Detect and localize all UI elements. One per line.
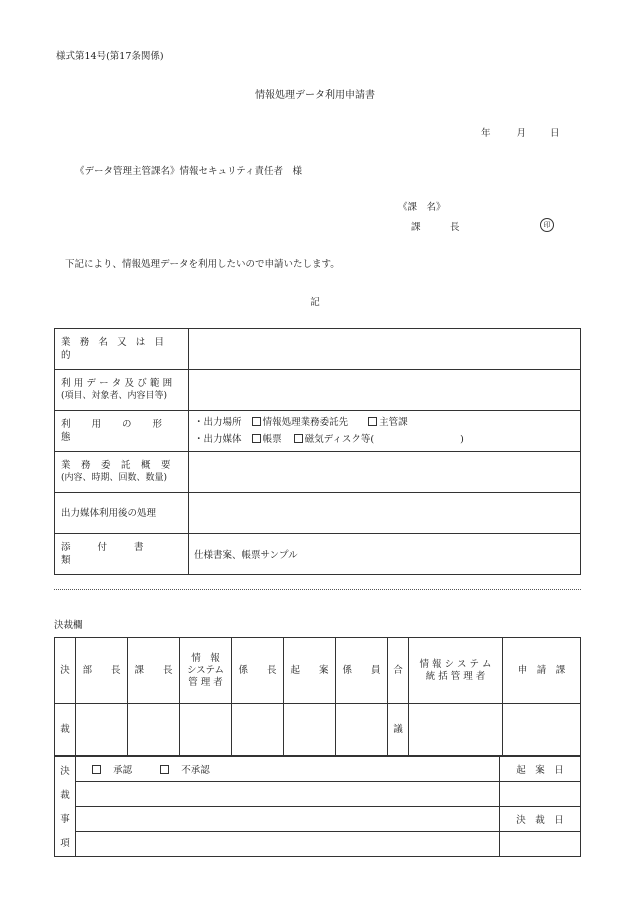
label-data-range bbox=[55, 370, 189, 411]
kakariin-header: 係 員 bbox=[336, 638, 388, 704]
kian-header: 起 案 bbox=[284, 638, 336, 704]
label-purpose bbox=[55, 329, 189, 370]
month-label: 月 bbox=[516, 128, 527, 139]
label-usage-form bbox=[55, 411, 189, 452]
option-contractor: 情報処理業務委託先 bbox=[262, 417, 349, 428]
kakaricho-header: 係 長 bbox=[232, 638, 284, 704]
application-table bbox=[54, 328, 581, 575]
document-title: 情報処理データ利用申請書 bbox=[255, 90, 375, 101]
label-outsourcing bbox=[55, 452, 189, 493]
label-after-processing-text: 出力媒体利用後の処理 bbox=[61, 507, 157, 519]
cut-line bbox=[54, 589, 581, 590]
sai-cell: 裁 bbox=[55, 704, 76, 756]
table-row bbox=[55, 638, 581, 704]
approve-checkbox[interactable] bbox=[92, 765, 101, 774]
tokatsu-line: 統 括 管 理 者 bbox=[425, 670, 486, 682]
johosys-kanri-line: 情 報 bbox=[191, 652, 220, 664]
decision-label bbox=[55, 757, 76, 857]
form-number: 様式第14号(第17条関係) bbox=[56, 51, 164, 62]
johosys-kanri-line: 管 理 者 bbox=[188, 676, 223, 688]
year-label: 年 bbox=[481, 128, 491, 139]
kakariin-stamp[interactable] bbox=[336, 704, 388, 756]
checkbox-magnetic-disk[interactable] bbox=[294, 434, 303, 443]
tokatsu-stamp[interactable] bbox=[409, 704, 503, 756]
gi-cell: 議 bbox=[388, 704, 409, 756]
table-row bbox=[55, 534, 581, 575]
seal-mark: 印 bbox=[540, 218, 554, 232]
kian-date-field[interactable] bbox=[500, 782, 581, 807]
label-data-range-text: 利用データ及び範囲 bbox=[61, 378, 176, 389]
table-row bbox=[55, 493, 581, 534]
kakaricho-stamp[interactable] bbox=[232, 704, 284, 756]
option-form-paper: 帳票 bbox=[262, 434, 282, 445]
johosys-kanri-line: システム bbox=[186, 664, 225, 676]
decision-char: 決 bbox=[60, 765, 70, 777]
output-location-line bbox=[194, 414, 580, 431]
label-purpose-text: 業務名又は目的 bbox=[61, 337, 174, 361]
option-main-section: 主管課 bbox=[379, 417, 408, 428]
label-usage-form-text: 利用の形態 bbox=[61, 419, 184, 443]
approve-label: 承認 bbox=[113, 765, 133, 776]
output-media-label: ・出力媒体 bbox=[194, 434, 242, 445]
decision-notes-line[interactable] bbox=[76, 807, 500, 832]
shinseika-stamp[interactable] bbox=[503, 704, 581, 756]
output-media-line bbox=[194, 431, 580, 448]
bucho-header: 部 長 bbox=[76, 638, 128, 704]
option-magnetic-disk: 磁気ディスク等( bbox=[304, 434, 375, 445]
bucho-stamp[interactable] bbox=[76, 704, 128, 756]
label-after-processing bbox=[55, 493, 189, 534]
applicant-section: 《課 名》 bbox=[398, 202, 446, 213]
checkbox-main-section[interactable] bbox=[368, 417, 377, 426]
decision-options bbox=[76, 757, 500, 782]
application-date bbox=[481, 125, 560, 139]
table-row bbox=[55, 782, 581, 807]
table-row bbox=[55, 452, 581, 493]
johosys-kanri-stamp[interactable] bbox=[180, 704, 232, 756]
kacho-stamp[interactable] bbox=[128, 704, 180, 756]
usage-form-field bbox=[189, 411, 581, 452]
data-range-field[interactable] bbox=[189, 370, 581, 411]
kacho-header: 課 長 bbox=[128, 638, 180, 704]
attachments-value: 仕様書案、帳票サンプル bbox=[189, 534, 581, 575]
output-location-label: ・出力場所 bbox=[194, 417, 242, 428]
label-outsourcing-text: 業務委託概要 bbox=[61, 460, 182, 471]
kessai-date-field[interactable] bbox=[500, 832, 581, 857]
decision-notes-line[interactable] bbox=[76, 782, 500, 807]
table-row bbox=[55, 370, 581, 411]
ketsu-cell: 決 bbox=[55, 638, 76, 704]
table-row bbox=[55, 411, 581, 452]
label-outsourcing-sub: (内容、時期、回数、数量) bbox=[61, 473, 168, 483]
table-row bbox=[55, 757, 581, 782]
applicant-chief: 課 長 bbox=[411, 222, 470, 233]
approval-section-label: 決裁欄 bbox=[54, 620, 83, 631]
table-row bbox=[55, 329, 581, 370]
checkbox-contractor[interactable] bbox=[252, 417, 261, 426]
shinseika-header: 申 請 課 bbox=[503, 638, 581, 704]
reject-label: 不承認 bbox=[181, 765, 210, 776]
go-cell: 合 bbox=[388, 638, 409, 704]
intro-text: 下記により、情報処理データを利用したいので申請いたします。 bbox=[65, 259, 340, 270]
label-attachments-text: 添付書類 bbox=[61, 542, 171, 566]
checkbox-form-paper[interactable] bbox=[252, 434, 261, 443]
approval-table bbox=[54, 637, 581, 756]
tokatsu-header bbox=[409, 638, 503, 704]
tokatsu-line: 情 報 シ ス テ ム bbox=[419, 658, 492, 670]
decision-char: 事 bbox=[60, 813, 70, 825]
decision-char: 項 bbox=[60, 837, 70, 849]
purpose-field[interactable] bbox=[189, 329, 581, 370]
kian-stamp[interactable] bbox=[284, 704, 336, 756]
kessai-date-label: 決 裁 日 bbox=[500, 807, 581, 832]
ki-heading: 記 bbox=[310, 297, 320, 308]
addressee: 《データ管理主管課名》情報セキュリティ責任者 様 bbox=[75, 166, 303, 177]
outsourcing-field[interactable] bbox=[189, 452, 581, 493]
decision-char: 裁 bbox=[60, 789, 70, 801]
table-row bbox=[55, 807, 581, 832]
after-processing-field[interactable] bbox=[189, 493, 581, 534]
option-magnetic-disk-close: ) bbox=[460, 434, 464, 445]
decision-table bbox=[54, 756, 581, 857]
table-row bbox=[55, 704, 581, 756]
johosys-kanri-header bbox=[180, 638, 232, 704]
day-label: 日 bbox=[550, 128, 560, 139]
label-attachments bbox=[55, 534, 189, 575]
label-data-range-sub: (項目、対象者、内容目等) bbox=[61, 391, 168, 401]
table-row bbox=[55, 832, 581, 857]
reject-checkbox[interactable] bbox=[160, 765, 169, 774]
kian-date-label: 起 案 日 bbox=[500, 757, 581, 782]
decision-notes-line[interactable] bbox=[76, 832, 500, 857]
